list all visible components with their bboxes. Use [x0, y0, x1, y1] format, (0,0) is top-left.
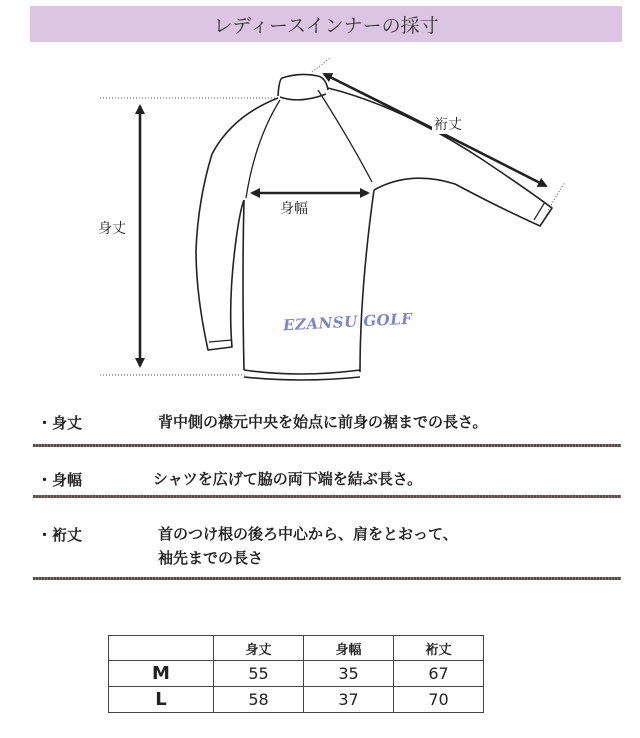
- table-header-sleeve: 裄丈: [394, 636, 484, 661]
- size-table: [108, 635, 484, 713]
- table-cell: 35: [304, 661, 394, 687]
- definition-text: 首のつけ根の後ろ中心から、肩をとおって、: [158, 525, 458, 543]
- page-title: [30, 6, 622, 42]
- size-label: L: [109, 687, 214, 713]
- table-header-length: 身丈: [214, 636, 304, 661]
- divider: [33, 577, 621, 580]
- table-header-row: [109, 636, 484, 661]
- table-cell: 67: [394, 661, 484, 687]
- divider: [33, 444, 621, 447]
- table-cell: 37: [304, 687, 394, 713]
- size-label: M: [109, 661, 214, 687]
- table-row: [109, 661, 484, 687]
- definition-text: 背中側の襟元中央を始点に前身の裾までの長さ。: [158, 413, 488, 431]
- definition-term: ・身丈: [37, 414, 83, 432]
- table-cell: 70: [394, 687, 484, 713]
- definition-term: ・身幅: [37, 471, 83, 489]
- sleeve-label: 裄丈: [432, 114, 464, 134]
- definition-term: ・裄丈: [37, 526, 83, 544]
- table-row: [109, 687, 484, 713]
- watermark-logo: EZANSU GOLF: [282, 309, 413, 335]
- length-label: 身丈: [96, 218, 128, 238]
- divider: [33, 495, 621, 498]
- table-header-width: 身幅: [304, 636, 394, 661]
- definition-text: シャツを広げて脇の両下端を結ぶ長さ。: [153, 470, 423, 488]
- table-cell: 55: [214, 661, 304, 687]
- width-label: 身幅: [278, 198, 310, 218]
- table-cell: 58: [214, 687, 304, 713]
- measurement-diagram: [0, 50, 640, 390]
- definition-text-cont: 袖先までの長さ: [158, 549, 264, 567]
- page-title-text: レディースインナーの採寸: [213, 14, 439, 37]
- table-header-empty: [109, 636, 214, 661]
